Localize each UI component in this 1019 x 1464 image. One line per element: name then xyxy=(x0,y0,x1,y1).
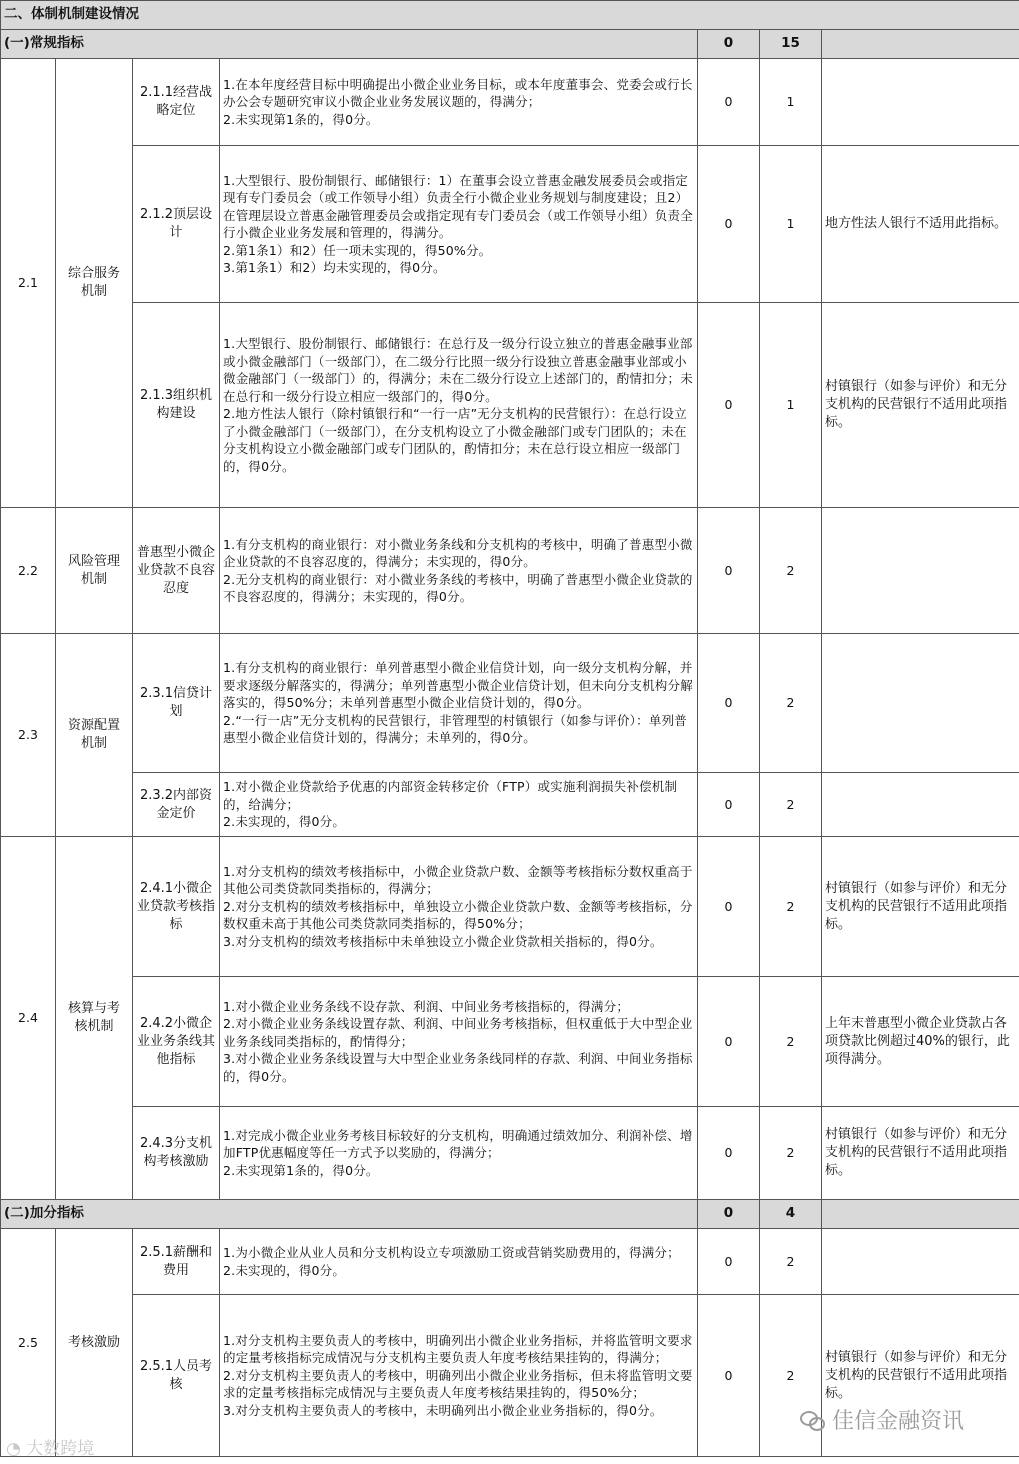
max-score-cell: 2 xyxy=(760,977,822,1107)
max-score-cell: 2 xyxy=(760,1229,822,1295)
criteria-line: 2.对分支机构的绩效考核指标中，单独设立小微企业贷款户数、金额等考核指标，分数权重未高于其他公司类贷款同类指标的，得50%分； xyxy=(223,898,693,932)
score-cell: 0 xyxy=(698,837,760,977)
table-row xyxy=(1,1107,1019,1200)
criteria-line: 2.无分支机构的商业银行：对小微业务条线的考核中，明确了普惠型小微企业贷款的不良容忍度的，得满分；未实现的，得0分。 xyxy=(223,571,693,604)
row-number: 2.5 xyxy=(1,1229,56,1457)
criteria-line: 1.有分支机构的商业银行：单列普惠型小微企业信贷计划，向一级分支机构分解，并要求逐级分解落实的，得满分；单列普惠型小微企业信贷计划，但未向分支机构分解落实的，得50%分；未单列普惠型小微企业信贷计划的，得0分。 xyxy=(223,660,693,711)
criteria-line: 3.对小微企业业务条线设置与大中型企业业务条线同样的存款、利润、中间业务指标的，得0分。 xyxy=(223,1051,693,1084)
criteria-line: 1.大型银行、股份制银行、邮储银行：1）在董事会设立普惠金融发展委员会或指定现有专门委员会（或工作领导小组）负责全行小微企业业务规划与制度建设；且2）在管理层设立普惠金融管理委员会或指定现有专门委员会（或工作领导小组）负责全行小微企业业务发展和管理的，得满分。 xyxy=(223,172,693,240)
table-row xyxy=(1,773,1019,837)
criteria-description xyxy=(220,1229,698,1295)
remark-cell: 村镇银行（如参与评价）和无分支机构的民营银行不适用此项指标。 xyxy=(822,1107,1019,1200)
group-max: 4 xyxy=(760,1200,822,1229)
criteria-line: 2.未实现的，得0分。 xyxy=(223,814,346,830)
indicator-name: 2.5.1薪酬和费用 xyxy=(133,1229,220,1295)
wechat-icon xyxy=(800,1409,826,1431)
category-name: 核算与考核机制 xyxy=(56,837,133,1200)
score-cell: 0 xyxy=(698,1107,760,1200)
remark-cell: 村镇银行（如参与评价）和无分支机构的民营银行不适用此项指标。 xyxy=(822,1295,1019,1457)
criteria-line: 2.对小微企业业务条线设置存款、利润、中间业务考核指标，但权重低于大中型企业业务条线同类指标的，酌情得分； xyxy=(223,1016,693,1049)
score-cell: 0 xyxy=(698,303,760,508)
indicator-name: 2.4.2小微企业业务条线其他指标 xyxy=(133,977,220,1107)
row-number: 2.2 xyxy=(1,508,56,634)
criteria-line: 2.未实现第1条的，得0分。 xyxy=(223,1162,379,1178)
score-cell: 0 xyxy=(698,508,760,634)
indicator-name: 普惠型小微企业贷款不良容忍度 xyxy=(133,508,220,634)
criteria-line: 2.未实现第1条的，得0分。 xyxy=(223,111,379,127)
criteria-line: 2.“一行一店”无分支机构的民营银行，非管理型的村镇银行（如参与评价）：单列普惠型小微企业信贷计划的，得满分；未单列的，得0分。 xyxy=(223,712,687,746)
remark-cell xyxy=(822,59,1019,146)
group-score: 0 xyxy=(698,30,760,59)
category-name: 风险管理机制 xyxy=(56,508,133,634)
indicator-name: 2.3.2内部资金定价 xyxy=(133,773,220,837)
max-score-cell: 2 xyxy=(760,837,822,977)
indicator-name: 2.5.1人员考核 xyxy=(133,1295,220,1457)
max-score-cell: 1 xyxy=(760,59,822,146)
criteria-description xyxy=(220,146,698,303)
section-title: 二、体制机制建设情况 xyxy=(1,1,1019,30)
remark-cell: 地方性法人银行不适用此指标。 xyxy=(822,146,1019,303)
category-name: 考核激励 xyxy=(56,1229,133,1457)
table-row xyxy=(1,146,1019,303)
criteria-line: 3.对分支机构的绩效考核指标中未单独设立小微企业贷款相关指标的，得0分。 xyxy=(223,933,663,949)
criteria-description xyxy=(220,59,698,146)
table-row xyxy=(1,59,1019,146)
criteria-description xyxy=(220,773,698,837)
watermark-right: 佳信金融资讯 xyxy=(800,1404,964,1435)
criteria-description xyxy=(220,837,698,977)
criteria-line: 1.对完成小微企业业务考核目标较好的分支机构，明确通过绩效加分、利润补偿、增加FTP优惠幅度等任一方式予以奖励的，得满分； xyxy=(223,1127,693,1161)
table-row xyxy=(1,634,1019,773)
weibo-icon: ◔ xyxy=(6,1439,21,1459)
score-cell: 0 xyxy=(698,634,760,773)
remark-cell: 村镇银行（如参与评价）和无分支机构的民营银行不适用此项指标。 xyxy=(822,837,1019,977)
group-score: 0 xyxy=(698,1200,760,1229)
table-row xyxy=(1,977,1019,1107)
criteria-line: 2.未实现的，得0分。 xyxy=(223,1262,346,1278)
criteria-line: 1.有分支机构的商业银行：对小微业务条线和分支机构的考核中，明确了普惠型小微企业贷款的不良容忍度的，得满分；未实现的，得0分。 xyxy=(223,536,693,569)
criteria-description xyxy=(220,977,698,1107)
max-score-cell: 1 xyxy=(760,146,822,303)
category-name: 综合服务机制 xyxy=(56,59,133,508)
criteria-line: 1.大型银行、股份制银行、邮储银行：在总行及一级分行设立独立的普惠金融事业部或小微金融部门（一级部门），在二级分行比照一级分行设独立普惠金融事业部或小微金融部门（一级部门）的，得满分；未在二级分行设立上述部门的，酌情扣分；未在总行和一级分行设立相应一级部门的，得0分。 xyxy=(223,336,693,404)
group-max: 15 xyxy=(760,30,822,59)
score-cell: 0 xyxy=(698,977,760,1107)
group-row xyxy=(1,1200,1019,1229)
watermark-left: ◔ 大数跨境 xyxy=(6,1439,95,1459)
remark-cell xyxy=(822,634,1019,773)
criteria-description xyxy=(220,1107,698,1200)
group-label: (二)加分指标 xyxy=(1,1200,698,1229)
score-cell: 0 xyxy=(698,59,760,146)
max-score-cell: 2 xyxy=(760,1295,822,1457)
max-score-cell: 2 xyxy=(760,1107,822,1200)
indicator-name: 2.1.3组织机构建设 xyxy=(133,303,220,508)
criteria-line: 2.地方性法人银行（除村镇银行和“一行一店”无分支机构的民营银行）：在总行设立了小微金融部门（一级部门），在分支机构设立了小微金融部门或专门团队的；未在分支机构设立小微金融部门或专门团队的，酌情扣分；未在总行设立相应一级部门的，得0分。 xyxy=(223,406,687,474)
table-row xyxy=(1,1229,1019,1295)
row-number: 2.1 xyxy=(1,59,56,508)
group-row xyxy=(1,30,1019,59)
criteria-line: 3.第1条1）和2）均未实现的，得0分。 xyxy=(223,260,446,275)
criteria-line: 1.在本年度经营目标中明确提出小微企业业务目标，或本年度董事会、党委会或行长办公会专题研究审议小微企业业务发展议题的，得满分； xyxy=(223,76,693,110)
score-cell: 0 xyxy=(698,1295,760,1457)
indicator-name: 2.4.1小微企业贷款考核指标 xyxy=(133,837,220,977)
indicator-name: 2.3.1信贷计划 xyxy=(133,634,220,773)
indicator-name: 2.1.1经营战略定位 xyxy=(133,59,220,146)
group-note xyxy=(822,30,1019,59)
criteria-line: 2.对分支机构主要负责人的考核中，明确列出小微企业业务指标，但未将监管明文要求的定量考核指标完成情况与主要负责人年度考核结果挂钩的，得50%分； xyxy=(223,1367,693,1401)
score-cell: 0 xyxy=(698,1229,760,1295)
criteria-line: 2.第1条1）和2）任一项未实现的，得50%分。 xyxy=(223,242,492,258)
criteria-line: 3.对分支机构主要负责人的考核中，未明确列出小微企业业务指标的，得0分。 xyxy=(223,1402,663,1418)
criteria-line: 1.对分支机构主要负责人的考核中，明确列出小微企业业务指标，并将监管明文要求的定量考核指标完成情况与分支机构主要负责人年度考核结果挂钩的，得满分； xyxy=(223,1332,693,1366)
criteria-description xyxy=(220,634,698,773)
max-score-cell: 2 xyxy=(760,508,822,634)
table-row xyxy=(1,508,1019,634)
criteria-description xyxy=(220,1295,698,1457)
indicator-name: 2.1.2顶层设计 xyxy=(133,146,220,303)
group-label: (一)常规指标 xyxy=(1,30,698,59)
max-score-cell: 2 xyxy=(760,634,822,773)
criteria-line: 1.对小微企业贷款给予优惠的内部资金转移定价（FTP）或实施利润损失补偿机制的，给满分； xyxy=(223,779,678,812)
remark-cell xyxy=(822,1229,1019,1295)
criteria-line: 1.对小微企业业务条线不设存款、利润、中间业务考核指标的，得满分； xyxy=(223,998,630,1014)
criteria-line: 1.对分支机构的绩效考核指标中，小微企业贷款户数、金额等考核指标分数权重高于其他公司类贷款同类指标的，得满分； xyxy=(223,863,693,897)
remark-cell xyxy=(822,773,1019,837)
indicator-name: 2.4.3分支机构考核激励 xyxy=(133,1107,220,1200)
remark-cell: 上年末普惠型小微企业贷款占各项贷款比例超过40%的银行，此项得满分。 xyxy=(822,977,1019,1107)
max-score-cell: 1 xyxy=(760,303,822,508)
criteria-line: 1.为小微企业从业人员和分支机构设立专项激励工资或营销奖励费用的，得满分； xyxy=(223,1245,680,1260)
score-cell: 0 xyxy=(698,146,760,303)
category-name: 资源配置机制 xyxy=(56,634,133,837)
remark-cell: 村镇银行（如参与评价）和无分支机构的民营银行不适用此项指标。 xyxy=(822,303,1019,508)
remark-cell xyxy=(822,508,1019,634)
group-note xyxy=(822,1200,1019,1229)
row-number: 2.4 xyxy=(1,837,56,1200)
score-cell: 0 xyxy=(698,773,760,837)
criteria-description xyxy=(220,303,698,508)
row-number: 2.3 xyxy=(1,634,56,837)
table-row xyxy=(1,837,1019,977)
max-score-cell: 2 xyxy=(760,773,822,837)
table-row xyxy=(1,303,1019,508)
criteria-description xyxy=(220,508,698,634)
